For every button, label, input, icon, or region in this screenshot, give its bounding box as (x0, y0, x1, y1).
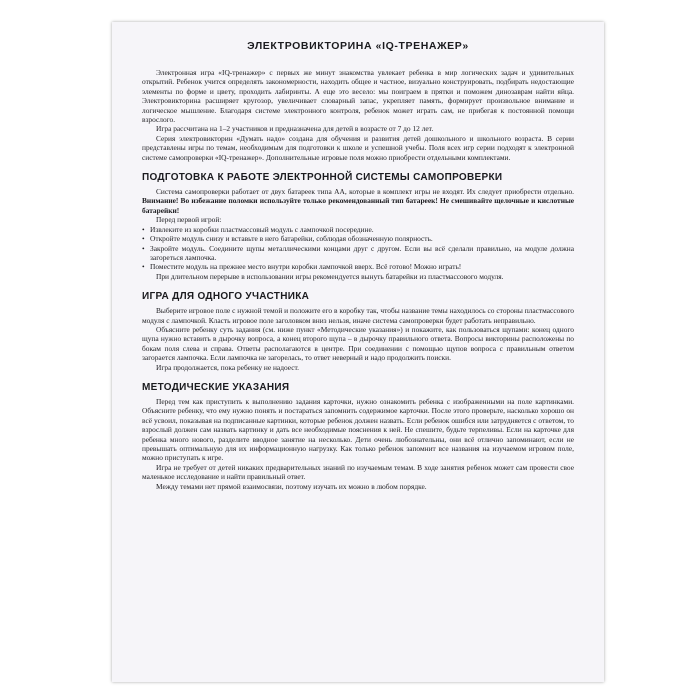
intro-paragraph: Серия электровикторин «Думать надо» создана для обучения и развития детей дошкольного и школьного возраста. В серии представлены игры по темам, необходимым для подготовки к школе и успешной учебы. Поля всех игр серии подходят к электронной системе самопроверки «IQ-тренажер». Дополнительные игровые поля можно приобрести отдельными комплектами. (142, 133, 574, 162)
methodology-paragraph: Перед тем как приступить к выполнению задания карточки, нужно ознакомить ребенка с изображенными на поле картинками. Объясните ребенку, что ему нужно понять и постараться запомнить содержимое карточки. После этого проверьте, насколько хорошо он всё усвоил, показывая на подписанные картинки, которые ребенок должен назвать. Если ребенок ошибся или затрудняется с ответом, то взрослый должен сам назвать картинку и дать все необходимые пояснения к ней. Не спешите, будьте терпеливы. Если на карточке для ребенка много нового, разделите вводное занятие на несколько. Дети очень любознательны, они всё отлично запоминают, если не превышать оптимальную для их информационную нагрузку. Как только ребенок запомнит все названия на изучаемом игровом поле, можно приступать к игре. (142, 396, 574, 463)
list-item-text: Закройте модуль. Соедините щупы металлическими концами друг с другом. Если вы всё сделали правильно, на модуле должна загореться лампочка. (150, 243, 574, 262)
list-item-text: Поместите модуль на прежнее место внутри коробки лампочкой вверх. Всё готово! Можно играть! (150, 262, 462, 272)
bullet-icon: • (142, 243, 145, 253)
setup-paragraph: Перед первой игрой: (156, 215, 222, 225)
methodology-paragraph: Игра не требует от детей никаких предварительных знаний по изучаемым темам. В ходе занятия ребенок может сам провести свое маленькое исследование и найти правильный ответ. (142, 462, 574, 482)
intro-paragraph: Игра рассчитана на 1–2 участников и предназначена для детей в возрасте от 7 до 12 лет. (156, 124, 434, 134)
single-player-paragraph: Объясните ребенку суть задания (см. ниже пункт «Методические указания») и покажите, как пользоваться щупами: конец одного щупа нужно вставить в дырочку вопроса, а конец второго щупа – в дырочку правильного ответа. Вопросы викторины расположены по бокам поля слева и справа. Ответы располагаются в центре. При соединении с помощью щупов вопроса с правильным ответом загорается лампочка. Если лампочка не загорелась, то ответ неверный и надо продолжить поиски. (142, 324, 574, 363)
section-heading-methodology: МЕТОДИЧЕСКИЕ УКАЗАНИЯ (142, 381, 290, 393)
section-heading-setup: ПОДГОТОВКА К РАБОТЕ ЭЛЕКТРОННОЙ СИСТЕМЫ САМОПРОВЕРКИ (142, 172, 503, 184)
bullet-icon: • (142, 224, 145, 234)
methodology-paragraph: Между темами нет прямой взаимосвязи, поэтому изучать их можно в любом порядке. (156, 481, 427, 491)
list-item (142, 225, 574, 234)
single-player-paragraph: Выберите игровое поле с нужной темой и положите его в коробку так, чтобы название темы находилось со стороны пластмассового модуля с лампочкой. Класть игровое поле заголовком вниз нельзя, иначе система самопроверки будет работать неправильно. (142, 306, 574, 325)
list-item-text: Откройте модуль снизу и вставьте в него батарейки, соблюдая обозначенную полярность. (150, 234, 433, 244)
setup-paragraph (142, 187, 574, 215)
bullet-icon: • (142, 234, 145, 244)
single-player-paragraph: Игра продолжается, пока ребенку не надоест. (156, 362, 300, 372)
intro-paragraph: Электронная игра «IQ-тренажер» с первых же минут знакомства увлекает ребенка в мир логических задач и удивительных открытий. Ребенок учится определять закономерности, находить общее и частное, визуально конструировать, подбирать недостающие элементы по форме и цвету, проходить лабиринты. А еще это весело: мы поиграем в прятки и поможем динозаврам найти яйца. Электровикторина расширяет кругозор, увеличивает словарный запас, укрепляет память, формирует произвольное внимание и логическое мышление. Благодаря системе электронного контроля, ребенок может играть сам, не прибегая к постоянной помощи взрослого. (142, 68, 574, 125)
document-title: ЭЛЕКТРОВИКТОРИНА «IQ-ТРЕНАЖЕР» (247, 40, 469, 52)
list-item (142, 234, 574, 243)
list-item (142, 262, 574, 271)
list-item-text: Извлеките из коробки пластмассовый модуль с лампочкой посередине. (150, 224, 374, 234)
setup-warning: Внимание! Во избежание поломки используйте только рекомендованный тип батареек! Не смешивайте щелочные и кислотные батарейки! (142, 196, 574, 215)
bullet-icon: • (142, 262, 145, 272)
sheet-content (142, 40, 574, 491)
setup-text: Система самопроверки работает от двух батареек типа АА, которые в комплект игры не входят. Их следует приобрести отдельно. (156, 187, 574, 197)
section-heading-single-player: ИГРА ДЛЯ ОДНОГО УЧАСТНИКА (142, 291, 310, 303)
instruction-sheet (112, 22, 604, 682)
list-item (142, 244, 574, 263)
setup-paragraph: При длительном перерыве в использовании игры рекомендуется вынуть батарейки из пластмассового модуля. (156, 271, 504, 281)
